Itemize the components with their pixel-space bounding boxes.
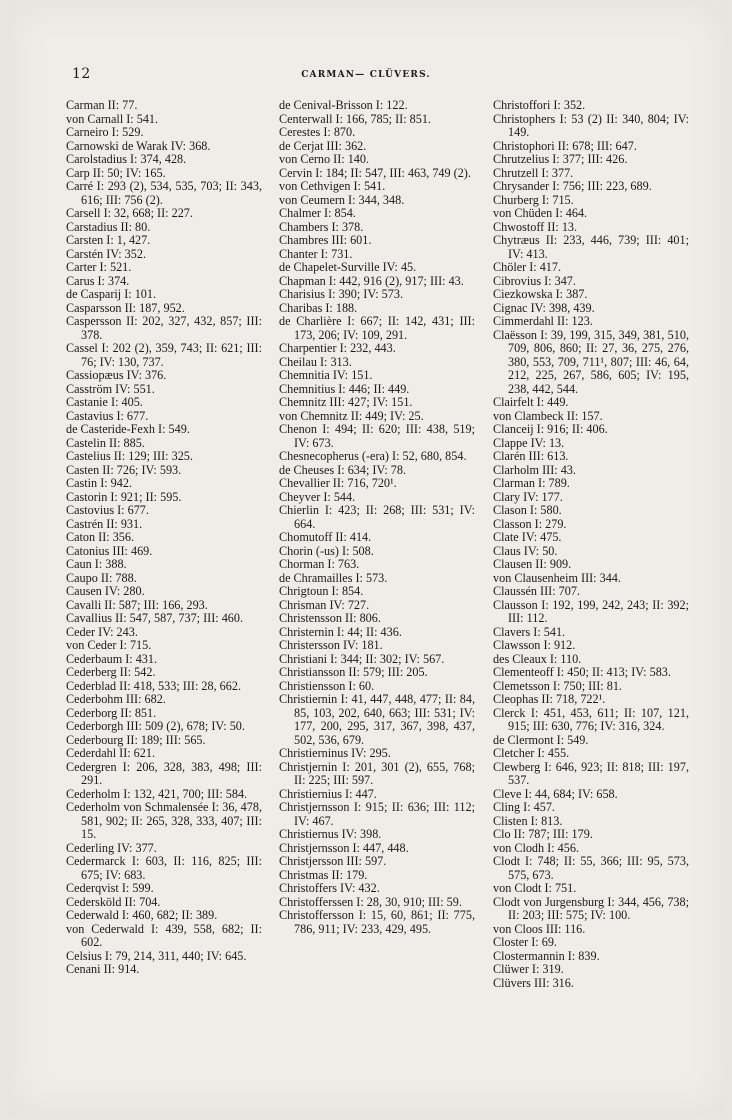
index-entry: Chrisman IV: 727. xyxy=(279,597,370,612)
index-entry: Cederbaum I: 431. xyxy=(66,651,158,666)
index-entry: Casten II: 726; IV: 593. xyxy=(66,462,182,477)
index-entry: Carnowski de Warak IV: 368. xyxy=(66,138,211,153)
index-entry: Closter I: 69. xyxy=(493,935,557,949)
index-entry: Christernin I: 44; II: 436. xyxy=(279,624,402,639)
index-entry: Carter I: 521. xyxy=(66,260,132,274)
index-entry: Carolstadius I: 374, 428. xyxy=(66,152,187,166)
index-entry: de Cheuses I: 634; IV: 78. xyxy=(279,462,407,477)
index-entry: Caun I: 388. xyxy=(66,557,127,571)
index-entry: Cignac IV: 398, 439. xyxy=(493,300,595,315)
index-entry: Clarén III: 613. xyxy=(493,449,569,463)
index-entry: Cederberg II: 542. xyxy=(66,665,156,679)
index-entry: Christofferssen I: 28, 30, 910; III: 59. xyxy=(279,894,462,909)
index-entry: Clüvers III: 316. xyxy=(493,975,574,990)
index-entry: Chambres III: 601. xyxy=(279,233,372,247)
index-entry: Claus IV: 50. xyxy=(493,543,558,558)
index-entry: Clate IV: 475. xyxy=(493,530,562,544)
index-entry: Christophori II: 678; III: 647. xyxy=(493,138,637,153)
index-entry: de Cerjat III: 362. xyxy=(279,138,367,153)
index-entry: Cederdahl II: 621. xyxy=(66,746,156,760)
index-entry: Clerck I: 451, 453, 611; II: 107, 121, 915; III: 630, 776; IV: 316, 324. xyxy=(493,705,689,733)
index-entry: Castelius II: 129; III: 325. xyxy=(66,449,193,463)
index-entry: Cederholm von Schmalensée I: 36, 478, 581, 902; II: 265, 328, 333, 407; III: 15. xyxy=(66,800,262,841)
index-entry: Castelin II: 885. xyxy=(66,435,145,450)
index-entry: Clarman I: 789. xyxy=(493,476,570,490)
index-entry: Clüwer I: 319. xyxy=(493,962,564,976)
index-column-1 xyxy=(66,99,262,977)
index-entry: Clementeoff I: 450; II: 413; IV: 583. xyxy=(493,665,671,679)
index-entry: Chorman I: 763. xyxy=(279,557,360,571)
index-entry: Clanceij I: 916; II: 406. xyxy=(493,422,608,436)
index-entry: Christoffers IV: 432. xyxy=(279,881,380,895)
index-entry: Chanter I: 731. xyxy=(279,246,353,261)
index-entry: Cederbourg II: 189; III: 565. xyxy=(66,732,206,747)
index-entry: Carstén IV: 352. xyxy=(66,246,146,261)
index-entry: Cederbohm III: 682. xyxy=(66,692,166,706)
index-entry: Christiernus IV: 398. xyxy=(279,827,382,841)
index-entry: Christjernin I: 201, 301 (2), 655, 768; II: 225; III: 597. xyxy=(279,759,475,787)
index-entry: Cerestes I: 870. xyxy=(279,125,356,139)
index-entry: von Cederwald I: 439, 558, 682; II: 602. xyxy=(66,921,262,949)
index-entry: Ciezkowska I: 387. xyxy=(493,287,588,301)
index-entry: Clary IV: 177. xyxy=(493,489,563,504)
index-column-2 xyxy=(279,99,475,936)
index-entry: Castrén II: 931. xyxy=(66,516,143,531)
index-entry: Carneiro I: 529. xyxy=(66,125,144,139)
index-entry: Clason I: 580. xyxy=(493,503,562,517)
index-entry: Clawsson I: 912. xyxy=(493,638,576,652)
index-entry: Christensson II: 806. xyxy=(279,611,381,625)
index-entry: Chorin (-us) I: 508. xyxy=(279,543,374,558)
index-entry: Christmas II: 179. xyxy=(279,867,368,882)
index-entry: Christophers I: 53 (2) II: 340, 804; IV: 149. xyxy=(493,111,689,139)
index-entry: Clemetsson I: 750; III: 81. xyxy=(493,678,622,693)
index-entry: Christoffori I: 352. xyxy=(493,98,586,112)
index-entry: Cedersköld II: 704. xyxy=(66,894,161,909)
index-entry: Cederborgh III: 509 (2), 678; IV: 50. xyxy=(66,719,245,733)
index-entry: de Casparij I: 101. xyxy=(66,287,157,301)
index-entry: Claësson I: 39, 199, 315, 349, 381, 510, 709, 806, 860; II: 27, 36, 275, 276, 380, 553, 709, 711¹, 807; III: 46, 64, 212, 225, 267, 586, 605; IV: 195, 238, 442, 544. xyxy=(493,327,689,396)
index-entry: Clairfelt I: 449. xyxy=(493,395,569,409)
index-entry: Causen IV: 280. xyxy=(66,584,145,598)
index-entry: Cheyver I: 544. xyxy=(279,489,356,504)
index-entry: von Clausenheim III: 344. xyxy=(493,570,621,585)
index-entry: Cavalli II: 587; III: 166, 293. xyxy=(66,597,208,612)
index-entry: von Cethvigen I: 541. xyxy=(279,179,386,193)
index-entry: Clostermannin I: 839. xyxy=(493,948,600,963)
index-entry: Claussén III: 707. xyxy=(493,584,580,598)
index-entry: von Chemnitz II: 449; IV: 25. xyxy=(279,408,424,423)
index-entry: Cimmerdahl II: 123. xyxy=(493,314,593,328)
index-entry: Clisten I: 813. xyxy=(493,813,563,828)
index-entry: Christjernsson I: 447, 448. xyxy=(279,840,409,855)
index-entry: Cleve I: 44, 684; IV: 658. xyxy=(493,786,618,801)
index-entry: Castavius I: 677. xyxy=(66,408,149,423)
index-entry: Chesnecopherus (-era) I: 52, 680, 854. xyxy=(279,449,467,463)
running-head: CARMAN— CLÜVERS. xyxy=(301,70,431,80)
index-entry: Christoffersson I: 15, 60, 861; II: 775, 786, 911; IV: 233, 429, 495. xyxy=(279,908,475,936)
index-entry: Cederholm I: 132, 421, 700; III: 584. xyxy=(66,786,248,801)
index-entry: Cederwald I: 460, 682; II: 389. xyxy=(66,908,218,922)
index-entry: Cassel I: 202 (2), 359, 743; II: 621; III: 76; IV: 130, 737. xyxy=(66,341,262,369)
index-entry: Cenani II: 914. xyxy=(66,962,140,976)
index-entry: von Clodt I: 751. xyxy=(493,881,577,895)
index-entry: Christierninus IV: 295. xyxy=(279,746,391,760)
index-entry: Caupo II: 788. xyxy=(66,570,137,585)
index-entry: Christiernius I: 447. xyxy=(279,786,377,801)
index-entry: Castorin I: 921; II: 595. xyxy=(66,489,182,504)
index-entry: Christiansson II: 579; III: 205. xyxy=(279,665,428,679)
index-entry: Cleophas II: 718, 722¹. xyxy=(493,692,606,706)
index-entry: Casparsson II: 187, 952. xyxy=(66,300,185,315)
index-entry: de Casteride-Fexh I: 549. xyxy=(66,422,190,436)
index-entry: Casström IV: 551. xyxy=(66,381,155,396)
index-entry: Cletcher I: 455. xyxy=(493,746,570,760)
index-entry: Christjernsson I: 915; II: 636; III: 112; IV: 467. xyxy=(279,800,475,828)
index-entry: von Clodh I: 456. xyxy=(493,840,579,855)
index-entry: Chrutzelius I: 377; III: 426. xyxy=(493,152,628,166)
index-entry: Clappe IV: 13. xyxy=(493,435,565,450)
index-entry: Churberg I: 715. xyxy=(493,192,574,207)
index-entry: Cibrovius I: 347. xyxy=(493,273,576,288)
index-entry: Cederborg II: 851. xyxy=(66,705,157,720)
index-entry: Chomutoff II: 414. xyxy=(279,530,372,544)
index-entry: Chemnitia IV: 151. xyxy=(279,368,373,382)
index-entry: de Chapelet-Surville IV: 45. xyxy=(279,260,417,274)
index-entry: Caspersson II: 202, 327, 432, 857; III: 378. xyxy=(66,314,262,342)
index-entry: von Chüden I: 464. xyxy=(493,206,588,220)
index-entry: Cedergren I: 206, 328, 383, 498; III: 291. xyxy=(66,759,262,787)
index-entry: Chemnitius I: 446; II: 449. xyxy=(279,381,410,396)
index-entry: Clausen II: 909. xyxy=(493,557,572,571)
index-entry: Cervin I: 184; II: 547, III: 463, 749 (2). xyxy=(279,165,471,180)
index-entry: Carman II: 77. xyxy=(66,98,138,112)
index-entry: Cassiopæus IV: 376. xyxy=(66,368,167,382)
index-entry: Christjersson III: 597. xyxy=(279,854,387,868)
index-entry: de Charlière I: 667; II: 142, 431; III: 173, 206; IV: 109, 291. xyxy=(279,314,475,342)
index-entry: von Cloos III: 116. xyxy=(493,921,586,936)
index-entry: Christersson IV: 181. xyxy=(279,638,383,652)
index-column-3 xyxy=(493,99,689,990)
index-entry: Charibas I: 188. xyxy=(279,300,358,315)
index-entry: Classon I: 279. xyxy=(493,516,567,531)
index-entry: Clodt I: 748; II: 55, 366; III: 95, 573, 575, 673. xyxy=(493,854,689,882)
index-entry: von Cerno II: 140. xyxy=(279,152,370,166)
index-entry: Carsten I: 1, 427. xyxy=(66,233,151,247)
index-entry: Carus I: 374. xyxy=(66,273,130,288)
index-entry: Chenon I: 494; II: 620; III: 438, 519; IV: 673. xyxy=(279,422,475,450)
index-entry: von Ceumern I: 344, 348. xyxy=(279,192,405,207)
index-entry: Catonius III: 469. xyxy=(66,543,153,558)
index-entry: Castin I: 942. xyxy=(66,476,133,490)
index-entry: Chalmer I: 854. xyxy=(279,206,356,220)
index-entry: Cederblad II: 418, 533; III: 28, 662. xyxy=(66,678,241,693)
index-entry: Cederling IV: 377. xyxy=(66,840,157,855)
index-entry: Caton II: 356. xyxy=(66,530,135,544)
index-entry: Carp II: 50; IV: 165. xyxy=(66,165,166,180)
index-entry: Castanie I: 405. xyxy=(66,395,143,409)
index-entry: Christiernin I: 41, 447, 448, 477; II: 84, 85, 103, 202, 640, 663; III: 531; IV: 177, 200, 295, 317, 367, 398, 437, 502, 536, 679. xyxy=(279,692,475,747)
index-entry: Chrutzell I: 377. xyxy=(493,165,574,180)
index-entry: Clavers I: 541. xyxy=(493,624,566,639)
index-entry: Celsius I: 79, 214, 311, 440; IV: 645. xyxy=(66,948,247,963)
index-entry: Castovius I: 677. xyxy=(66,503,149,517)
index-entry: Cheilau I: 313. xyxy=(279,354,352,369)
index-entry: Cling I: 457. xyxy=(493,800,555,814)
index-entry: des Cleaux I: 110. xyxy=(493,651,582,666)
index-entry: de Chramailles I: 573. xyxy=(279,570,388,585)
index-entry: Chrysander I: 756; III: 223, 689. xyxy=(493,179,652,193)
index-entry: Ceder IV: 243. xyxy=(66,624,138,639)
index-entry: de Cenival-Brisson I: 122. xyxy=(279,98,408,112)
index-entry: Chrigtoun I: 854. xyxy=(279,584,364,598)
index-entry: von Clambeck II: 157. xyxy=(493,408,603,423)
index-entry: de Clermont I: 549. xyxy=(493,732,589,747)
index-entry: Chytræus II: 233, 446, 739; III: 401; IV: 413. xyxy=(493,233,689,261)
index-entry: Clo II: 787; III: 179. xyxy=(493,827,593,841)
index-entry: Carré I: 293 (2), 534, 535, 703; II: 343, 616; III: 756 (2). xyxy=(66,179,262,207)
index-entry: Chöler I: 417. xyxy=(493,260,562,274)
index-entry: Chierlin I: 423; II: 268; III: 531; IV: 664. xyxy=(279,503,475,531)
index-entry: Clausson I: 192, 199, 242, 243; II: 392; III: 112. xyxy=(493,597,689,625)
index-entry: von Ceder I: 715. xyxy=(66,638,152,652)
index-entry: Carsell I: 32, 668; II: 227. xyxy=(66,206,193,220)
index-entry: Cederqvist I: 599. xyxy=(66,881,154,895)
index-entry: Chemnitz III: 427; IV: 151. xyxy=(279,395,413,409)
index-entry: Chwostoff II: 13. xyxy=(493,219,578,234)
index-entry: Cavallius II: 547, 587, 737; III: 460. xyxy=(66,611,244,625)
index-entry: Christiani I: 344; II: 302; IV: 567. xyxy=(279,651,445,666)
index-entry: Chambers I: 378. xyxy=(279,219,364,234)
index-entry: Clarholm III: 43. xyxy=(493,462,576,477)
index-entry: Carstadius II: 80. xyxy=(66,219,151,234)
index-entry: Chapman I: 442, 916 (2), 917; III: 43. xyxy=(279,273,464,288)
index-entry: Centerwall I: 166, 785; II: 851. xyxy=(279,111,431,126)
index-entry: Christiensson I: 60. xyxy=(279,678,375,693)
index-entry: Cedermarck I: 603, II: 116, 825; III: 675; IV: 683. xyxy=(66,854,262,882)
index-entry: Chevallier II: 716, 720¹. xyxy=(279,476,397,490)
index-entry: Charpentier I: 232, 443. xyxy=(279,341,396,355)
index-entry: von Carnall I: 541. xyxy=(66,111,159,126)
index-entry: Clodt von Jurgensburg I: 344, 456, 738; II: 203; III: 575; IV: 100. xyxy=(493,894,689,922)
index-entry: Clewberg I: 646, 923; II: 818; III: 197, 537. xyxy=(493,759,689,787)
page-number: 12 xyxy=(72,66,91,82)
index-entry: Charisius I: 390; IV: 573. xyxy=(279,287,404,301)
